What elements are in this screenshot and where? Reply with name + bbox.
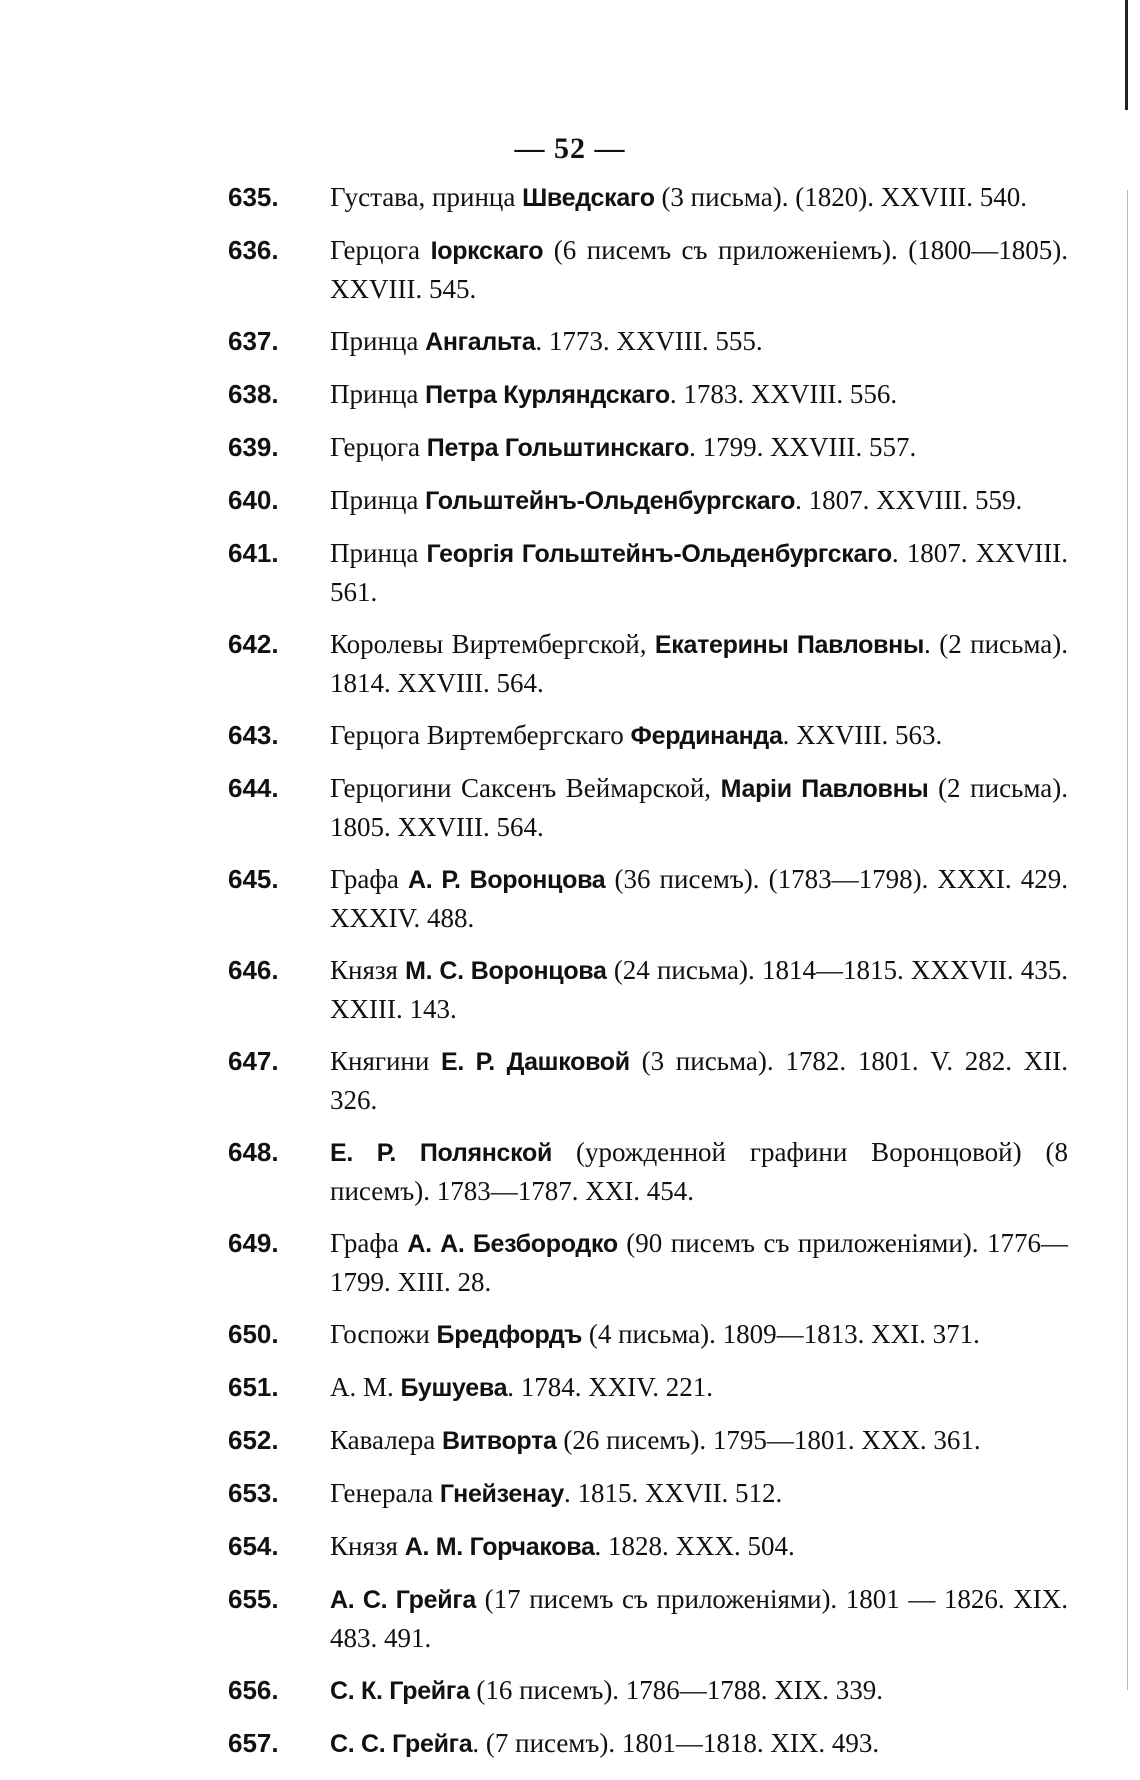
entry-text-part: Князя: [330, 955, 406, 985]
list-item: [228, 1368, 1068, 1407]
entry-text-part: . XXVIII. 563.: [782, 720, 943, 750]
entry-number: 653.: [228, 1478, 279, 1508]
entry-text: [330, 1580, 1068, 1657]
entry-number: 657.: [228, 1728, 279, 1758]
entry-text-part: Княгини: [330, 1046, 442, 1076]
list-item: [228, 178, 1068, 217]
entry-number: 639.: [228, 432, 279, 462]
entry-number: 655.: [228, 1584, 279, 1614]
list-item: [228, 322, 1068, 361]
entry-name-bold: А. М. Горчакова: [404, 1533, 595, 1561]
entry-name-bold: Ангальта: [425, 328, 536, 356]
entry-text: [330, 481, 1068, 520]
entry-text-part: Герцога: [330, 235, 431, 265]
entry-text-part: Принца: [330, 326, 426, 356]
entry-text-part: Князя: [330, 1531, 405, 1561]
entry-number: 656.: [228, 1675, 279, 1705]
entry-text-part: (3 письма). (1820). XXVIII. 540.: [654, 182, 1027, 212]
entry-text: [330, 1042, 1068, 1119]
entry-name-bold: Петра Гольштинскаго: [426, 434, 690, 462]
list-item: [228, 1133, 1068, 1210]
entry-number: 646.: [228, 955, 279, 985]
entry-text-part: . (7 писемъ). 1801—1818. XIX. 493.: [472, 1728, 880, 1758]
list-item: [228, 1315, 1068, 1354]
entry-list: [228, 178, 1068, 1777]
list-item: [228, 951, 1068, 1028]
entry-text: [330, 1421, 1068, 1460]
list-item: [228, 1671, 1068, 1710]
entry-number: 648.: [228, 1137, 279, 1167]
entry-text-part: (16 писемъ). 1786—1788. XIX. 339.: [469, 1675, 884, 1705]
list-item: [228, 375, 1068, 414]
entry-text-part: (17 писемъ съ приложеніями). 1801 — 1826. XIX. 483. 491.: [330, 1584, 1069, 1653]
entry-text-part: (6 писемъ съ приложеніемъ). (1800—1805). XXVIII. 545.: [330, 235, 1068, 304]
entry-name-bold: Шведскаго: [522, 184, 655, 212]
entry-name-bold: А. С. Грейга: [330, 1586, 477, 1614]
entry-number: 638.: [228, 379, 279, 409]
entry-name-bold: Петра Курляндскаго: [425, 381, 670, 409]
entry-number: 636.: [228, 235, 279, 265]
entry-text-part: Графа: [330, 864, 408, 894]
entry-text-part: . 1799. XXVIII. 557.: [689, 432, 917, 462]
entry-name-bold: М. С. Воронцова: [405, 957, 607, 985]
list-item: [228, 1421, 1068, 1460]
entry-text-part: Госпожи: [330, 1319, 437, 1349]
entry-name-bold: Бушуева: [400, 1374, 508, 1402]
entry-number: 635.: [228, 182, 279, 212]
entry-number: 651.: [228, 1372, 279, 1402]
entry-number: 654.: [228, 1531, 279, 1561]
entry-text-part: Герцогини Саксенъ Веймарской,: [330, 773, 721, 803]
entry-text: [330, 625, 1068, 702]
entry-number: 644.: [228, 773, 279, 803]
entry-text: [330, 769, 1068, 846]
entry-text-part: Принца: [330, 379, 426, 409]
list-item: [228, 769, 1068, 846]
entry-text: [330, 534, 1068, 611]
list-item: [228, 534, 1068, 611]
entry-text-part: Королевы Виртембергской,: [330, 629, 655, 659]
page-number: — 52 —: [514, 132, 626, 165]
entry-text: [330, 1724, 1068, 1763]
entry-text-part: (24 письма). 1814—1815. XXXVII. 435. XXIII. 143.: [330, 955, 1068, 1024]
entry-name-bold: Георгія Гольштейнъ-Ольденбургскаго: [426, 540, 892, 568]
entry-number: 645.: [228, 864, 279, 894]
entry-name-bold: Іоркскаго: [430, 237, 544, 265]
entry-name-bold: Е. Р. Полянской: [330, 1139, 553, 1167]
list-item: [228, 625, 1068, 702]
entry-number: 647.: [228, 1046, 279, 1076]
entry-text: [330, 1315, 1068, 1354]
entry-text: [330, 1527, 1068, 1566]
entry-name-bold: Витворта: [441, 1427, 557, 1455]
entry-name-bold: С. К. Грейга: [330, 1677, 470, 1705]
entry-text-part: Принца: [330, 485, 426, 515]
page-edge-line-faint: [1127, 190, 1128, 1690]
entry-name-bold: Гольштейнъ-Ольденбургскаго: [425, 487, 796, 515]
entry-text-part: . 1807. XXVIII. 561.: [330, 538, 1068, 607]
list-item: [228, 1724, 1068, 1763]
entry-text: [330, 428, 1068, 467]
entry-text-part: Генерала: [330, 1478, 440, 1508]
list-item: [228, 1474, 1068, 1513]
entry-text-part: . 1773. XXVIII. 555.: [535, 326, 763, 356]
entry-number: 649.: [228, 1228, 279, 1258]
entry-text-part: Графа: [330, 1228, 408, 1258]
list-item: [228, 860, 1068, 937]
entry-text-part: Герцога: [330, 432, 427, 462]
list-item: [228, 428, 1068, 467]
list-item: [228, 1042, 1068, 1119]
entry-text: [330, 951, 1068, 1028]
entry-text: [330, 1133, 1068, 1210]
entry-number: 637.: [228, 326, 279, 356]
entry-text: [330, 231, 1068, 308]
entry-text: [330, 860, 1068, 937]
entry-text: [330, 1474, 1068, 1513]
entry-text-part: (4 письма). 1809—1813. XXI. 371.: [582, 1319, 980, 1349]
entry-text-part: Принца: [330, 538, 427, 568]
entry-text: [330, 1671, 1068, 1710]
entry-text-part: (26 писемъ). 1795—1801. XXX. 361.: [556, 1425, 981, 1455]
entry-text-part: (36 писемъ). (1783—1798). XXXI. 429. XXXIV. 488.: [330, 864, 1068, 933]
entry-name-bold: Гнейзенау: [439, 1480, 565, 1508]
entry-text-part: . 1815. XXVII. 512.: [564, 1478, 783, 1508]
entry-text-part: А. М.: [330, 1372, 401, 1402]
entry-text-part: Герцога Виртембергскаго: [330, 720, 631, 750]
entry-text-part: Густава, принца: [330, 182, 523, 212]
list-item: [228, 481, 1068, 520]
entry-name-bold: А. А. Безбородко: [407, 1230, 618, 1258]
entry-text-part: (2 письма). 1805. XXVIII. 564.: [330, 773, 1068, 842]
list-item: [228, 231, 1068, 308]
entry-text-part: . 1807. XXVIII. 559.: [795, 485, 1023, 515]
entry-text-part: . (2 письма). 1814. XXVIII. 564.: [330, 629, 1068, 698]
entry-text: [330, 1224, 1068, 1301]
entry-name-bold: С. С. Грейга: [330, 1730, 473, 1758]
entry-text: [330, 178, 1068, 217]
page-edge-line: [1125, 0, 1128, 110]
entry-text: [330, 322, 1068, 361]
entry-text-part: (3 письма). 1782. 1801. V. 282. XII. 326.: [330, 1046, 1068, 1115]
entry-text-part: Кавалера: [330, 1425, 442, 1455]
entry-name-bold: Е. Р. Дашковой: [441, 1048, 630, 1076]
entry-name-bold: А. Р. Воронцова: [407, 866, 606, 894]
entry-text-part: (урожденной графини Воронцовой) (8 писемъ). 1783—1787. XXI. 454.: [330, 1137, 1068, 1206]
list-item: [228, 1224, 1068, 1301]
entry-name-bold: Маріи Павловны: [720, 775, 929, 803]
entry-text-part: . 1783. XXVIII. 556.: [669, 379, 898, 409]
entry-text-part: . 1828. XXX. 504.: [594, 1531, 795, 1561]
entry-text-part: (90 писемъ съ приложеніями). 1776—1799. XIII. 28.: [330, 1228, 1068, 1297]
entry-name-bold: Фердинанда: [630, 722, 783, 750]
entry-number: 641.: [228, 538, 279, 568]
list-item: [228, 716, 1068, 755]
entry-text: [330, 1368, 1068, 1407]
entry-number: 650.: [228, 1319, 279, 1349]
entry-number: 643.: [228, 720, 279, 750]
list-item: [228, 1527, 1068, 1566]
entry-name-bold: Бредфордъ: [436, 1321, 583, 1349]
entry-name-bold: Екатерины Павловны: [654, 631, 925, 659]
entry-text: [330, 716, 1068, 755]
entry-number: 652.: [228, 1425, 279, 1455]
entry-text-part: . 1784. XXIV. 221.: [507, 1372, 713, 1402]
list-item: [228, 1580, 1068, 1657]
entry-text: [330, 375, 1068, 414]
entry-number: 640.: [228, 485, 279, 515]
entry-number: 642.: [228, 629, 279, 659]
